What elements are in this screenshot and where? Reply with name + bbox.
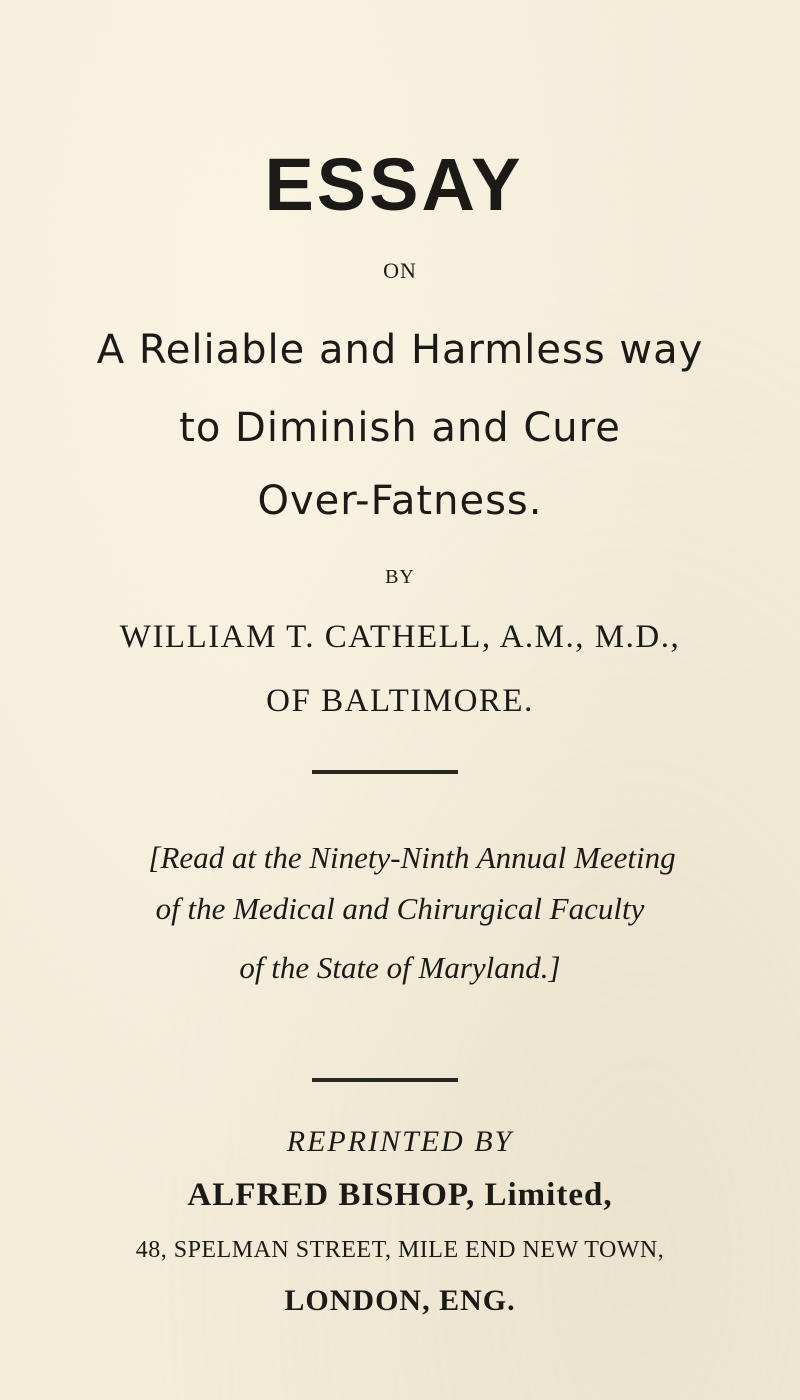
by-label: BY [385, 566, 415, 588]
note-line-3: of the State of Maryland.] [239, 950, 561, 985]
subtitle-line-1: A Reliable and Harmless way [96, 327, 704, 373]
reprinted-by-label: REPRINTED BY [286, 1125, 514, 1158]
divider-rule-top [312, 770, 458, 774]
author-name: WILLIAM T. CATHELL, A.M., M.D., [119, 619, 681, 655]
subtitle-line-2: to Diminish and Cure [179, 405, 621, 451]
on-label: ON [383, 258, 417, 283]
author-place: OF BALTIMORE. [266, 683, 534, 719]
subtitle-line-3: Over-Fatness. [257, 478, 543, 524]
note-line-1: [Read at the Ninety-Ninth Annual Meeting [148, 840, 676, 875]
note-line-2: of the Medical and Chirurgical Faculty [155, 891, 645, 926]
publisher-city: LONDON, ENG. [284, 1284, 516, 1317]
essay-title: ESSAY [264, 143, 524, 226]
publisher-address: 48, SPELMAN STREET, MILE END NEW TOWN, [135, 1237, 665, 1263]
divider-rule-bottom [312, 1078, 458, 1082]
publisher-name: ALFRED BISHOP, Limited, [187, 1177, 613, 1213]
